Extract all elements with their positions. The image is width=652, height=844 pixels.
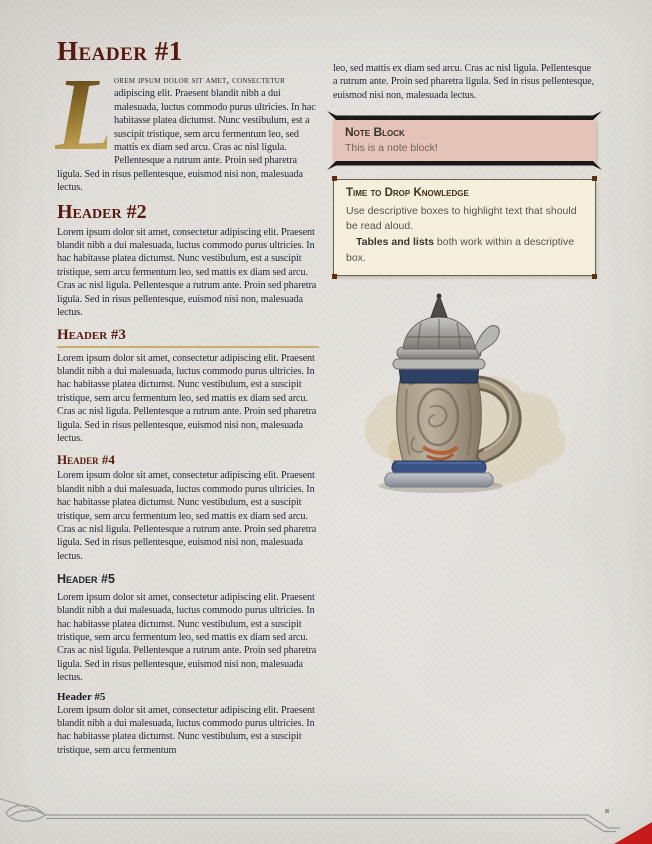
descriptive-box-text: Use descriptive boxes to highlight text that should be read aloud. bbox=[346, 205, 577, 233]
note-block-body bbox=[333, 119, 596, 162]
corner-ornament-icon bbox=[332, 274, 337, 279]
descriptive-box bbox=[333, 179, 596, 276]
intro-lead-smallcaps: orem ipsum dolor sit amet, consectetur bbox=[114, 75, 286, 86]
corner-ornament-icon bbox=[592, 274, 597, 279]
header-4: Header #4 bbox=[57, 452, 115, 468]
descriptive-box-text-indented: Tables and lists both work within a descriptive box. bbox=[346, 236, 575, 264]
beer-stein-illustration bbox=[335, 289, 596, 502]
note-block-title: Note Block bbox=[345, 125, 405, 140]
header-3: Header #3 bbox=[57, 328, 319, 348]
drop-cap-letter: L bbox=[55, 57, 119, 172]
paragraph: Lorem ipsum dolor sit amet, consectetur adipiscing elit. Praesent blandit nibh a dui malesuada, luctus commodo purus ultricies. In hac habitasse platea dictumst. Nunc vestibulum, est a suscipit tristique, sem arcu fermentum leo, sed mattis ex diam sed arcu. Cras ac nisl ligula. Pellentesque a rutrum ante. Proin sed pharetra ligula. Sed in risus pellentesque, euismod nisi non, malesuada lectus. bbox=[57, 470, 317, 562]
header-5: Header #5 bbox=[57, 572, 115, 587]
intro-text: adipiscing elit. Praesent blandit nibh a dui malesuada, luctus commodo purus ultricies. In hac habitasse platea dictumst. Nunc vestibulum, est a suscipit tristique, sem arcu fermentum leo, sed mattis ex diam sed arcu. Cras ac nisl ligula. Pellentesque a rutrum ante. Proin sed pharetra ligula. Sed in risus pellentesque, euismod nisi non, malesuada lectus. bbox=[57, 88, 316, 194]
note-block-text: This is a note block! bbox=[345, 141, 438, 154]
footer-flourish-rule bbox=[0, 794, 652, 844]
left-column bbox=[57, 38, 319, 760]
red-corner-triangle bbox=[614, 822, 652, 844]
header-1: Header #1 bbox=[57, 36, 183, 66]
paragraph-truncated: Lorem ipsum dolor sit amet, consectetur adipiscing elit. Praesent blandit nibh a dui malesuada, luctus commodo purus ultricies. In hac habitasse platea dictumst. Nunc vestibulum, est a suscipit tristique, sem arcu fermentum bbox=[57, 704, 315, 756]
corner-ornament-icon bbox=[332, 176, 337, 181]
header-2: Header #2 bbox=[57, 200, 147, 223]
footer-square-dot bbox=[605, 809, 609, 813]
descriptive-box-bold-lead: Tables and lists bbox=[356, 236, 434, 249]
note-border-bottom bbox=[327, 161, 602, 170]
paragraph: Lorem ipsum dolor sit amet, consectetur adipiscing elit. Praesent blandit nibh a dui malesuada, luctus commodo purus ultricies. In hac habitasse platea dictumst. Nunc vestibulum, est a suscipit tristique, sem arcu fermentum leo, sed mattis ex diam sed arcu. Cras ac nisl ligula. Pellentesque a rutrum ante. Proin sed pharetra ligula. Sed in risus pellentesque, euismod nisi non, malesuada lectus. bbox=[57, 352, 317, 444]
note-block bbox=[327, 111, 602, 170]
header-6-bold: Header #5 bbox=[57, 690, 106, 703]
column-overflow-paragraph: leo, sed mattis ex diam sed arcu. Cras ac nisl ligula. Pellentesque a rutrum ante. Proin sed pharetra ligula. Sed in risus pellentesque, euismod nisi non, malesuada lectus. bbox=[333, 63, 595, 101]
paragraph: Lorem ipsum dolor sit amet, consectetur adipiscing elit. Praesent blandit nibh a dui malesuada, luctus commodo purus ultricies. In hac habitasse platea dictumst. Nunc vestibulum, est a suscipit tristique, sem arcu fermentum leo, sed mattis ex diam sed arcu. Cras ac nisl ligula. Pellentesque a rutrum ante. Proin sed pharetra ligula. Sed in risus pellentesque, euismod nisi non, malesuada lectus. bbox=[57, 226, 317, 319]
paragraph: Lorem ipsum dolor sit amet, consectetur adipiscing elit. Praesent blandit nibh a dui malesuada, luctus commodo purus ultricies. In hac habitasse platea dictumst. Nunc vestibulum, est a suscipit tristique, sem arcu fermentum leo, sed mattis ex diam sed arcu. Cras ac nisl ligula. Pellentesque a rutrum ante. Proin sed pharetra ligula. Sed in risus pellentesque, euismod nisi non, malesuada lectus. bbox=[57, 591, 317, 684]
right-column bbox=[333, 62, 596, 502]
corner-ornament-icon bbox=[592, 176, 597, 181]
descriptive-box-title: Time to Drop Knowledge bbox=[346, 187, 469, 200]
beer-stein-icon bbox=[335, 289, 585, 497]
intro-paragraph bbox=[55, 57, 319, 195]
note-border-top bbox=[327, 111, 602, 120]
